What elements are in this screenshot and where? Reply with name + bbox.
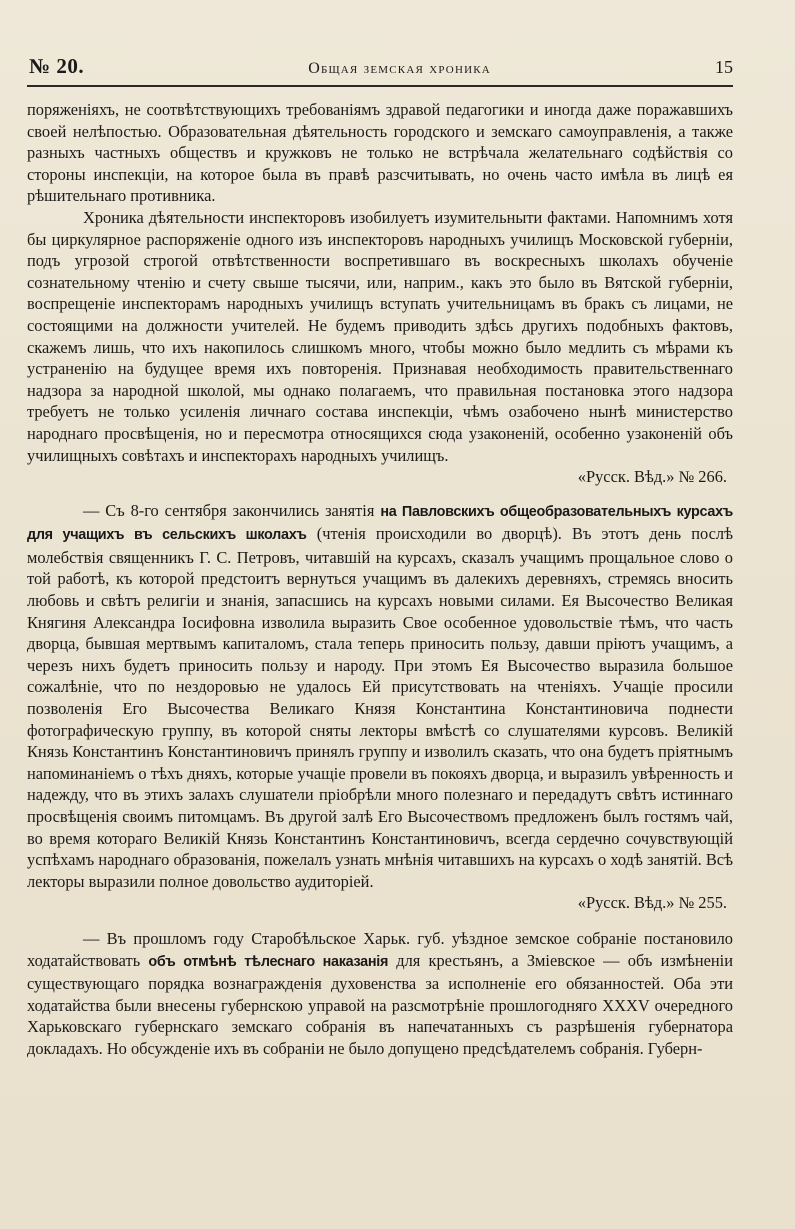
article-body <box>27 99 733 1060</box>
paragraph-1: поряженіяхъ, не соотвѣтствующихъ требованіямъ здравой педагогики и иногда даже поражавшихъ своей нелѣпостью. Образовательная дѣятельность городского и земскаго самоуправленія, а также разныхъ частныхъ обществъ и кружковъ не только не встрѣчала желательнаго содѣйствія со стороны инспекціи, на которое была въ правѣ разсчитывать, но очень часто имѣла въ лицѣ ея рѣшительнаго противника. <box>27 100 733 206</box>
paragraph-4 <box>27 928 733 1060</box>
section-gap <box>27 488 733 500</box>
section-title: Общая земская хроника <box>308 60 491 77</box>
source-citation-2: «Русск. Вѣд.» № 255. <box>577 893 727 913</box>
paragraph-3-start: — Съ 8-го сентября закончились занятія <box>83 500 381 520</box>
paragraph-4-rest: для крестьянъ, а Зміевское — объ измѣненіи существующаго порядка вознагражденія духовенства за исполненіе его обязанностей. Оба эти ходатайства были внесены губернскою управой на разсмотрѣніе прошлогодняго XXXV очередного Харьковскаго губернскаго земскаго собранія въ напечатанныхъ съ разрѣшенія губернатора докладахъ. Но обсужденіе ихъ въ собраніи не было допущено предсѣдателемъ собранія. Губерн- <box>27 950 733 1058</box>
paragraph-2: Хроника дѣятельности инспекторовъ изобилуетъ изумительныти фактами. Напомнимъ хотя бы циркулярное распоряженіе одного изъ инспекторовъ народныхъ училищъ Московской губерніи, подъ угрозой строгой отвѣтственности воспретившаго въ воскресныхъ школахъ обученіе сознательному чтенію и счету свыше тысячи, или, наприм., какъ это было въ Вятской губерніи, воспрещеніе инспекторамъ народныхъ училищъ вступать учительницамъ въ бракъ съ лицами, не состоящими на должности учителей. Не будемъ приводить здѣсь другихъ подобныхъ фактовъ, скажемъ лишь, что ихъ накопилось слишкомъ много, чтобы можно было медлить съ мѣрами къ устраненію на будущее время ихъ повторенія. Признавая необходимость правительственнаго надзора за народной школой, мы однако полагаемъ, что правильная постановка этого надзора требуетъ не только усиленія личнаго состава инспекціи, чѣмъ озабочено нынѣ министерство народнаго просвѣщенія, но и пересмотра относящихся сюда узаконеній, особенно узаконеній объ училищныхъ совѣтахъ и инспекторахъ народныхъ училищъ. <box>27 207 733 465</box>
section-gap <box>27 914 733 928</box>
paragraph-3-rest: (чтенія происходили во дворцѣ). Въ этотъ день послѣ молебствія священникъ Г. С. Петровъ, читавшій на курсахъ, сказалъ учащимъ прощальное слово о той работѣ, къ которой предстоитъ вернуться учащимъ въ далекихъ деревняхъ, стремясь вносить любовь и свѣтъ религіи и знанія, запасшись на курсахъ новыми силами. Ея Высочество Великая Княгиня Александра Іосифовна изволила выразить Свое особенное удовольствіе тѣмъ, что часть дворца, бывшая мертвымъ капиталомъ, стала теперь приносить пользу, давши пріютъ учащимъ, а черезъ нихъ будетъ приносить пользу и народу. При этомъ Ея Высочество выразила большое сожалѣніе, что по нездоровью не удалось Ей присутствовать на чтеніяхъ. Учащіе просили позволенія Его Высочества Великаго Князя Константина Константиновича поднести фотографическую группу, въ которой сняты лекторы вмѣстѣ со слушателями курсовъ. Великій Князь Константинъ Константиновичъ принялъ группу и изволилъ сказать, что она будетъ пріятнымъ напоминаніемъ о тѣхъ дняхъ, которые учащіе провели въ покояхъ дворца, и выразилъ увѣренность и надежду, что въ этихъ залахъ слушатели пріобрѣли много полезнаго и передадутъ свѣтъ истиннаго просвѣщенія своимъ питомцамъ. Въ другой залѣ Его Высочествомъ предложенъ былъ гостямъ чай, во время котораго Великій Князь Константинъ Константиновичъ, всегда сердечно сочувствующій успѣхамъ народнаго образованія, пожелалъ узнать мнѣнія читавшихъ на курсахъ о ходѣ занятій. Всѣ лекторы выразили полное довольство аудиторіей. <box>27 524 733 891</box>
issue-number: № 20. <box>29 54 85 78</box>
header-rule <box>27 85 733 87</box>
source-citation-1: «Русск. Вѣд.» № 266. <box>577 467 727 487</box>
paragraph-4-emphasis: объ отмѣнѣ тѣлеснаго наказанія <box>148 953 389 970</box>
page-number: 15 <box>715 57 733 77</box>
paragraph-3 <box>27 500 733 893</box>
paragraph-3-emphasis: на Павловскихъ общеобразовательныхъ курсахъ для учащихъ въ сельскихъ школахъ <box>27 503 733 544</box>
running-head <box>27 54 733 79</box>
paragraph-4-start: — Въ прошломъ году Старобѣльское Харьк. губ. уѣздное земское собраніе постановило ходатайствовать <box>27 928 733 970</box>
